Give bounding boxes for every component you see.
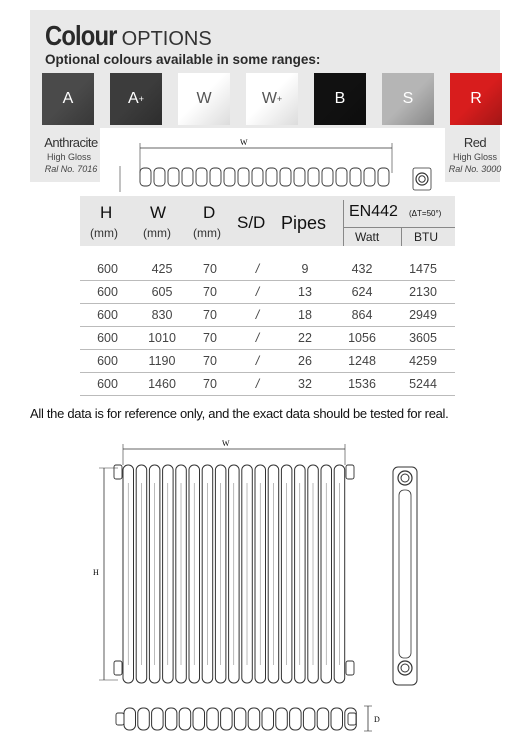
swatch-finish-red: High Gloss bbox=[452, 152, 497, 162]
table-row bbox=[80, 304, 455, 327]
swatch-code-sup: + bbox=[138, 94, 144, 104]
top-tube bbox=[196, 168, 207, 186]
cell-d: 70 bbox=[203, 354, 217, 368]
main-w-label: W bbox=[222, 439, 230, 448]
table-row bbox=[80, 281, 455, 304]
cell-sd: / bbox=[255, 354, 260, 368]
plan-tube bbox=[165, 708, 177, 730]
cell-btu: 3605 bbox=[409, 331, 437, 345]
side-bottom-valve-icon bbox=[398, 661, 412, 675]
cell-pipes: 22 bbox=[298, 331, 312, 345]
table-row bbox=[80, 373, 455, 396]
cell-pipes: 9 bbox=[301, 262, 309, 276]
swatch-code-sup: + bbox=[276, 94, 283, 104]
cell-btu: 5244 bbox=[409, 377, 437, 391]
top-tube bbox=[154, 168, 165, 186]
cell-d: 70 bbox=[203, 285, 217, 299]
cell-h: 600 bbox=[97, 285, 118, 299]
top-tube bbox=[322, 168, 333, 186]
side-top-valve-icon bbox=[398, 471, 412, 485]
h-label: H bbox=[93, 568, 99, 577]
colour-swatch[interactable] bbox=[110, 73, 162, 125]
top-tube bbox=[168, 168, 179, 186]
cell-h: 600 bbox=[97, 308, 118, 322]
cell-btu: 2949 bbox=[409, 308, 437, 322]
cell-w: 605 bbox=[151, 285, 173, 299]
cell-watt: 1536 bbox=[348, 377, 376, 391]
plan-tube bbox=[138, 708, 150, 730]
cell-pipes: 13 bbox=[298, 285, 312, 299]
header-d-unit: (mm) bbox=[193, 226, 221, 240]
swatch-code: B bbox=[334, 90, 346, 107]
title-options: OPTIONS bbox=[121, 28, 212, 50]
d-label: D bbox=[374, 715, 380, 724]
top-tube bbox=[308, 168, 319, 186]
swatch-ral-red: Ral No. 3000 bbox=[448, 164, 502, 174]
cell-sd: / bbox=[255, 285, 260, 299]
top-tube bbox=[378, 168, 389, 186]
plan-tube bbox=[221, 708, 233, 730]
cell-h: 600 bbox=[97, 377, 118, 391]
colour-swatch[interactable] bbox=[314, 73, 366, 125]
header-watt: Watt bbox=[355, 230, 380, 244]
radiator-technical-drawing bbox=[0, 435, 530, 756]
plan-tube bbox=[345, 708, 357, 730]
header-en442-sub: (ΔT=50°) bbox=[409, 209, 442, 218]
cell-btu: 1475 bbox=[409, 262, 437, 276]
colour-swatch[interactable] bbox=[42, 73, 94, 125]
cell-w: 830 bbox=[151, 308, 173, 322]
cell-sd: / bbox=[255, 308, 260, 322]
cell-pipes: 26 bbox=[298, 354, 312, 368]
top-tube bbox=[336, 168, 347, 186]
cell-h: 600 bbox=[97, 331, 118, 345]
header-en442: EN442 bbox=[349, 203, 398, 220]
top-tube bbox=[140, 168, 151, 186]
table-row bbox=[80, 350, 455, 373]
swatch-finish-anthracite: High Gloss bbox=[46, 152, 91, 162]
swatch-code: S bbox=[402, 90, 414, 107]
cell-watt: 624 bbox=[351, 285, 373, 299]
plan-tube bbox=[262, 708, 274, 730]
top-tube bbox=[350, 168, 361, 186]
reference-note: All the data is for reference only, and the exact data should be tested for real. bbox=[30, 406, 449, 421]
swatch-code: W bbox=[261, 90, 277, 107]
cell-pipes: 18 bbox=[298, 308, 312, 322]
colour-subtitle: Optional colours available in some ranges: bbox=[45, 52, 321, 67]
top-tube bbox=[364, 168, 375, 186]
en442-units-cell bbox=[343, 228, 455, 246]
cell-btu: 4259 bbox=[409, 354, 437, 368]
swatch-code: A bbox=[62, 90, 74, 107]
side-valve-icon bbox=[416, 173, 428, 185]
top-tube bbox=[252, 168, 263, 186]
top-tube bbox=[182, 168, 193, 186]
plan-tube bbox=[248, 708, 260, 730]
top-tube bbox=[266, 168, 277, 186]
table-row bbox=[80, 327, 455, 350]
swatch-code: A bbox=[128, 90, 139, 107]
top-radiator-diagram bbox=[100, 128, 445, 192]
plan-tube bbox=[317, 708, 329, 730]
header-w-unit: (mm) bbox=[143, 226, 171, 240]
cell-pipes: 32 bbox=[298, 377, 312, 391]
plan-tube bbox=[331, 708, 343, 730]
plan-tube bbox=[124, 708, 136, 730]
radiator-tubes bbox=[114, 465, 354, 683]
plan-tube bbox=[152, 708, 164, 730]
cell-h: 600 bbox=[97, 354, 118, 368]
cell-sd: / bbox=[255, 331, 260, 345]
colour-swatch[interactable] bbox=[450, 73, 502, 125]
cell-d: 70 bbox=[203, 331, 217, 345]
cell-sd: / bbox=[255, 377, 260, 391]
swatch-code: W bbox=[196, 90, 212, 107]
cell-sd: / bbox=[255, 262, 260, 276]
w-dimension-label: W bbox=[240, 138, 248, 147]
plan-tube bbox=[193, 708, 205, 730]
plan-view-tubes bbox=[116, 708, 356, 730]
side-view-frame bbox=[393, 467, 417, 685]
plan-tube bbox=[290, 708, 302, 730]
header-h-unit: (mm) bbox=[90, 226, 118, 240]
cell-d: 70 bbox=[203, 308, 217, 322]
header-w: W bbox=[150, 203, 167, 222]
header-sd: S/D bbox=[237, 213, 266, 232]
colour-swatch[interactable] bbox=[246, 73, 298, 125]
cell-h: 600 bbox=[97, 262, 118, 276]
colour-swatch[interactable] bbox=[382, 73, 434, 125]
plan-tube bbox=[179, 708, 191, 730]
plan-tube bbox=[207, 708, 219, 730]
header-btu: BTU bbox=[414, 230, 438, 244]
plan-tube bbox=[276, 708, 288, 730]
table-row bbox=[80, 258, 455, 281]
swatch-code: R bbox=[470, 90, 482, 107]
top-tube bbox=[238, 168, 249, 186]
cell-watt: 864 bbox=[351, 308, 373, 322]
swatch-name-red: Red bbox=[463, 135, 487, 150]
cell-watt: 432 bbox=[351, 262, 373, 276]
top-tube bbox=[210, 168, 221, 186]
cell-d: 70 bbox=[203, 377, 217, 391]
header-h: H bbox=[100, 203, 113, 222]
plan-tube bbox=[234, 708, 246, 730]
top-tube bbox=[224, 168, 235, 186]
top-tube bbox=[280, 168, 291, 186]
colour-options-title bbox=[45, 22, 212, 50]
top-radiator-svg bbox=[100, 128, 445, 192]
top-tube bbox=[294, 168, 305, 186]
cell-d: 70 bbox=[203, 262, 217, 276]
header-pipes: Pipes bbox=[281, 213, 327, 233]
cell-w: 1190 bbox=[148, 354, 176, 368]
cell-w: 1010 bbox=[148, 331, 176, 345]
swatch-name-anthracite: Anthracite bbox=[44, 135, 98, 150]
plan-tube bbox=[303, 708, 315, 730]
cell-watt: 1248 bbox=[348, 354, 376, 368]
en442-header-cell bbox=[343, 200, 455, 228]
header-d: D bbox=[203, 203, 216, 222]
cell-btu: 2130 bbox=[409, 285, 437, 299]
swatch-ral-anthracite: Ral No. 7016 bbox=[44, 164, 98, 174]
title-colour: Colour bbox=[45, 20, 117, 51]
cell-w: 1460 bbox=[148, 377, 176, 391]
colour-swatch[interactable] bbox=[178, 73, 230, 125]
cell-w: 425 bbox=[151, 262, 173, 276]
cell-watt: 1056 bbox=[348, 331, 376, 345]
top-tubes bbox=[140, 168, 389, 186]
